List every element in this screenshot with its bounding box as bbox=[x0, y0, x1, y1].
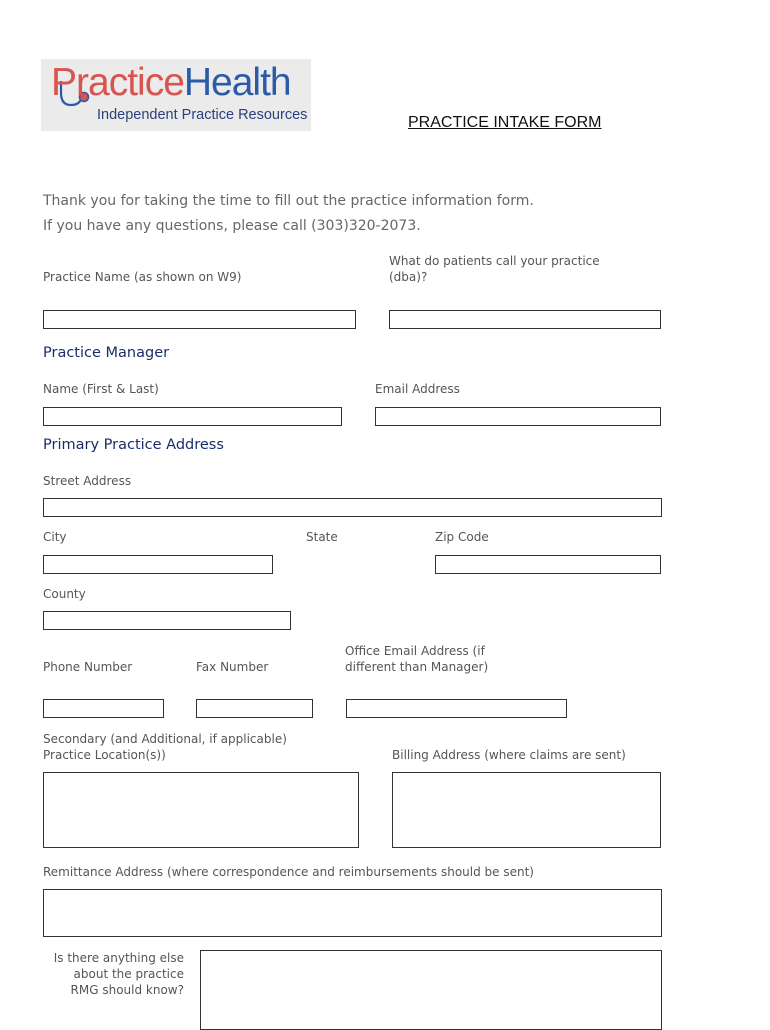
remittance-label: Remittance Address (where correspondence and reimbursements should be sent) bbox=[43, 865, 534, 879]
fax-label: Fax Number bbox=[196, 660, 269, 674]
secondary-location-textarea[interactable] bbox=[43, 772, 359, 848]
remittance-address-textarea[interactable] bbox=[43, 889, 662, 937]
office-email-label: Office Email Address (if different than Manager) bbox=[345, 644, 489, 674]
county-input[interactable] bbox=[43, 611, 291, 630]
intro-line-2: If you have any questions, please call (303)320-2073. bbox=[43, 218, 421, 234]
city-label: City bbox=[43, 530, 67, 544]
secondary-location-label: Secondary (and Additional, if applicable) Practice Location(s)) bbox=[43, 732, 287, 762]
practice-manager-heading: Practice Manager bbox=[43, 345, 170, 361]
zip-label: Zip Code bbox=[435, 530, 489, 544]
email-input[interactable] bbox=[375, 407, 661, 426]
zip-input[interactable] bbox=[435, 555, 661, 574]
practice-health-logo bbox=[41, 59, 311, 131]
state-label: State bbox=[306, 530, 338, 544]
practice-name-input[interactable] bbox=[43, 310, 356, 329]
logo-tagline: Independent Practice Resources bbox=[97, 107, 308, 123]
street-input[interactable] bbox=[43, 498, 662, 517]
manager-name-input[interactable] bbox=[43, 407, 342, 426]
fax-input[interactable] bbox=[196, 699, 313, 718]
manager-name-label: Name (First & Last) bbox=[43, 382, 159, 396]
dba-input[interactable] bbox=[389, 310, 661, 329]
anything-else-label: Is there anything else about the practice RMG should know? bbox=[53, 951, 184, 997]
office-email-input[interactable] bbox=[346, 699, 567, 718]
billing-label: Billing Address (where claims are sent) bbox=[392, 748, 626, 762]
billing-address-textarea[interactable] bbox=[392, 772, 661, 848]
dba-label: What do patients call your practice (dba)? bbox=[389, 254, 600, 284]
county-label: County bbox=[43, 587, 86, 601]
phone-input[interactable] bbox=[43, 699, 164, 718]
form-title: PRACTICE INTAKE FORM bbox=[408, 114, 602, 131]
intro-line-1: Thank you for taking the time to fill out the practice information form. bbox=[43, 193, 534, 209]
city-input[interactable] bbox=[43, 555, 273, 574]
anything-else-textarea[interactable] bbox=[200, 950, 662, 1030]
practice-name-label: Practice Name (as shown on W9) bbox=[43, 270, 242, 284]
phone-label: Phone Number bbox=[43, 660, 133, 674]
street-label: Street Address bbox=[43, 474, 132, 488]
primary-address-heading: Primary Practice Address bbox=[43, 437, 224, 453]
logo-wordmark: PracticeHealth bbox=[51, 61, 291, 104]
email-label: Email Address bbox=[375, 382, 460, 396]
